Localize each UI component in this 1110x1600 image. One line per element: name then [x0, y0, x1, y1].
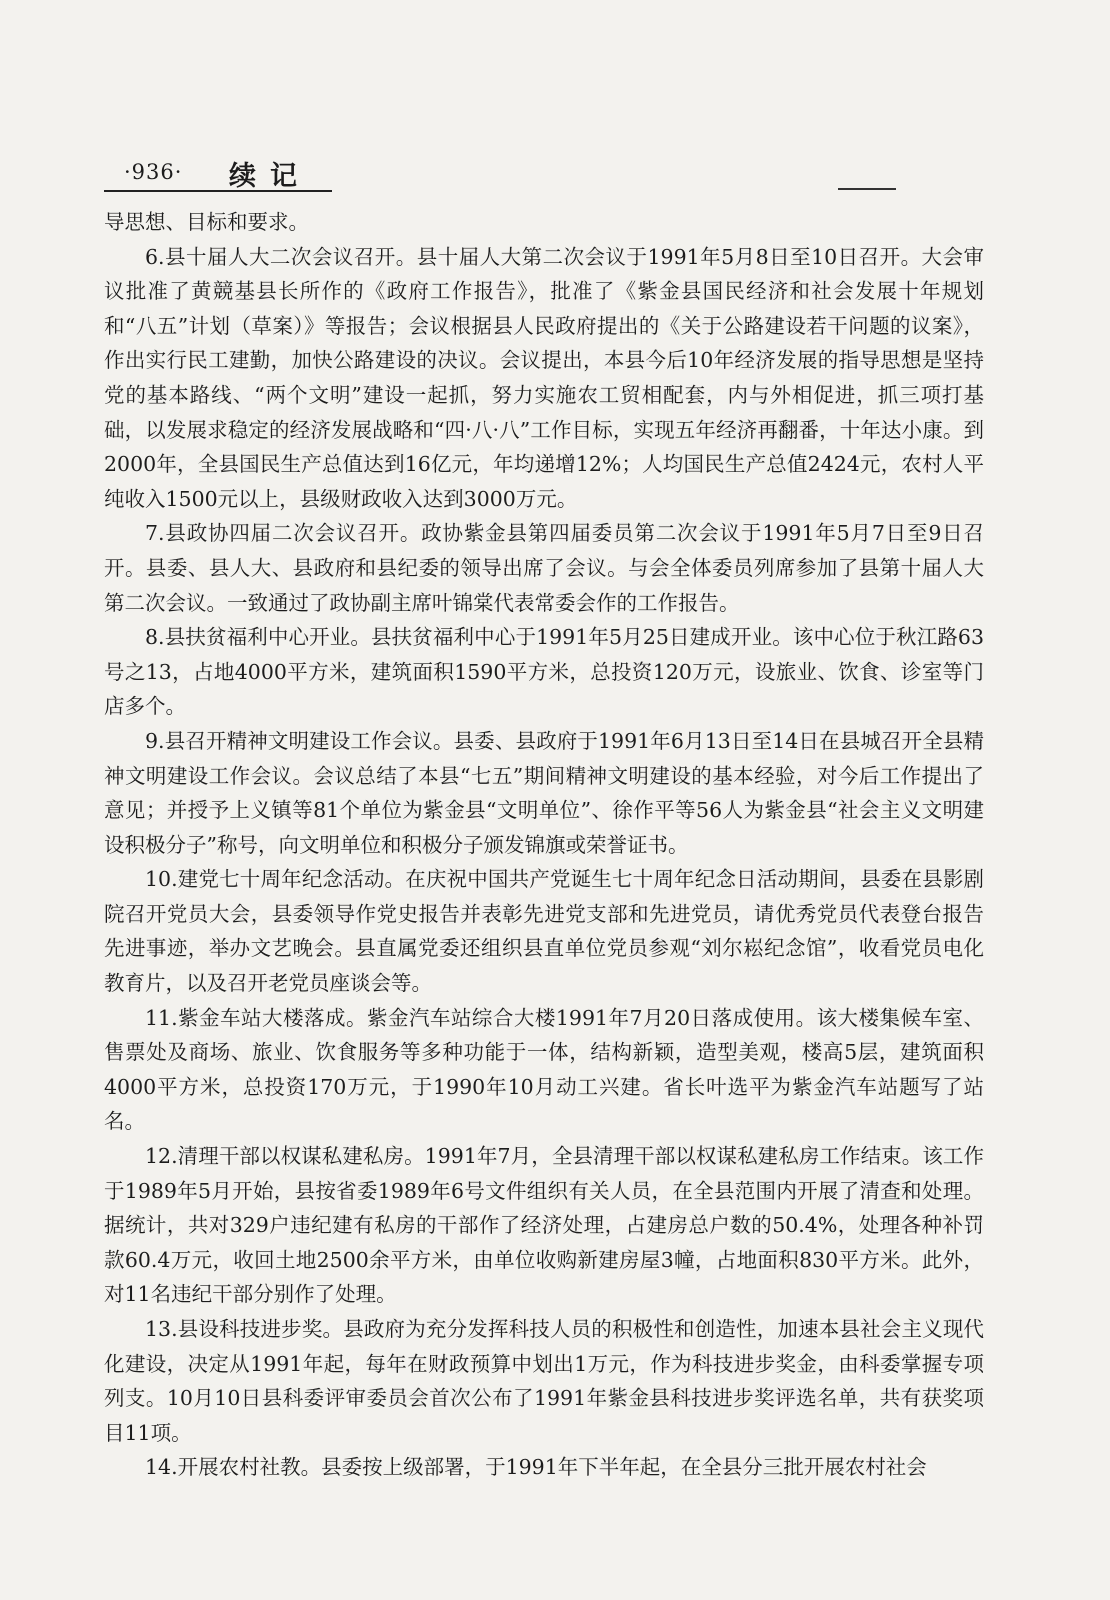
paragraph-item-9: 9.县召开精神文明建设工作会议。县委、县政府于1991年6月13日至14日在县城召开全县精神文明建设工作会议。会议总结了本县“七五”期间精神文明建设的基本经验，对今后工作提出了意见；并授予上义镇等81个单位为紫金县“文明单位”、徐作平等56人为紫金县“社会主义文明建设积极分子”称号，向文明单位和积极分子颁发锦旗或荣誉证书。 — [104, 728, 984, 857]
page-header — [104, 150, 332, 192]
paragraph-item-8: 8.县扶贫福利中心开业。县扶贫福利中心于1991年5月25日建成开业。该中心位于秋江路63号之13，占地4000平方米，建筑面积1590平方米，总投资120万元，设旅业、饮食、诊室等门店多个。 — [104, 625, 984, 719]
paragraph-item-14: 14.开展农村社教。县委按上级部署，于1991年下半年起，在全县分三批开展农村社会 — [145, 1455, 927, 1480]
paragraph-item-6: 6.县十届人大二次会议召开。县十届人大第二次会议于1991年5月8日至10日召开。大会审议批准了黄競基县长所作的《政府工作报告》，批准了《紫金县国民经济和社会发展十年规划和“八五”计划（草案）》等报告；会议根据县人民政府提出的《关于公路建设若干问题的议案》，作出实行民工建勤，加快公路建设的决议。会议提出，本县今后10年经济发展的指导思想是坚持党的基本路线、“两个文明”建设一起抓，努力实施农工贸相配套，内与外相促进，抓三项打基础，以发展求稳定的经济发展战略和“四·八·八”工作目标，实现五年经济再翻番，十年达小康。到2000年，全县国民生产总值达到16亿元，年均递增12%；人均国民生产总值2424元，农村人平纯收入1500元以上，县级财政收入达到3000万元。 — [104, 244, 984, 511]
header-rule-right — [838, 188, 896, 190]
paragraph-item-12: 12.清理干部以权谋私建私房。1991年7月，全县清理干部以权谋私建私房工作结束。该工作于1989年5月开始，县按省委1989年6号文件组织有关人员，在全县范围内开展了清查和处理。据统计，共对329户违纪建有私房的干部作了经济处理，占建房总户数的50.4%，处理各种补罚款60.4万元，收回土地2500余平方米，由单位收购新建房屋3幢，占地面积830平方米。此外，对11名违纪干部分别作了处理。 — [104, 1144, 984, 1307]
section-title: 续记 — [229, 161, 311, 192]
body-text — [104, 205, 984, 1485]
paragraph-continued: 导思想、目标和要求。 — [104, 210, 309, 234]
paragraph-item-7: 7.县政协四届二次会议召开。政协紫金县第四届委员第二次会议于1991年5月7日至9日召开。县委、县人大、县政府和县纪委的领导出席了会议。与会全体委员列席参加了县第十届人大第二次会议。一致通过了政协副主席叶锦棠代表常委会作的工作报告。 — [104, 521, 984, 615]
paragraph-item-13: 13.县设科技进步奖。县政府为充分发挥科技人员的积极性和创造性，加速本县社会主义现代化建设，决定从1991年起，每年在财政预算中划出1万元，作为科技进步奖金，由科委掌握专项列支。10月10日县科委评审委员会首次公布了1991年紫金县科技进步奖评选名单，共有获奖项目11项。 — [104, 1317, 984, 1445]
page-number: ·936· — [124, 160, 183, 184]
paragraph-item-11: 11.紫金车站大楼落成。紫金汽车站综合大楼1991年7月20日落成使用。该大楼集候车室、售票处及商场、旅业、饮食服务等多种功能于一体，结构新颖，造型美观，楼高5层，建筑面积4000平方米，总投资170万元，于1990年10月动工兴建。省长叶选平为紫金汽车站题写了站名。 — [104, 1005, 984, 1134]
paragraph-item-10: 10.建党七十周年纪念活动。在庆祝中国共产党诞生七十周年纪念日活动期间，县委在县影剧院召开党员大会，县委领导作党史报告并表彰先进党支部和先进党员，请优秀党员代表登台报告先进事迹，举办文艺晚会。县直属党委还组织县直单位党员参观“刘尔崧纪念馆”，收看党员电化教育片，以及召开老党员座谈会等。 — [104, 867, 984, 996]
